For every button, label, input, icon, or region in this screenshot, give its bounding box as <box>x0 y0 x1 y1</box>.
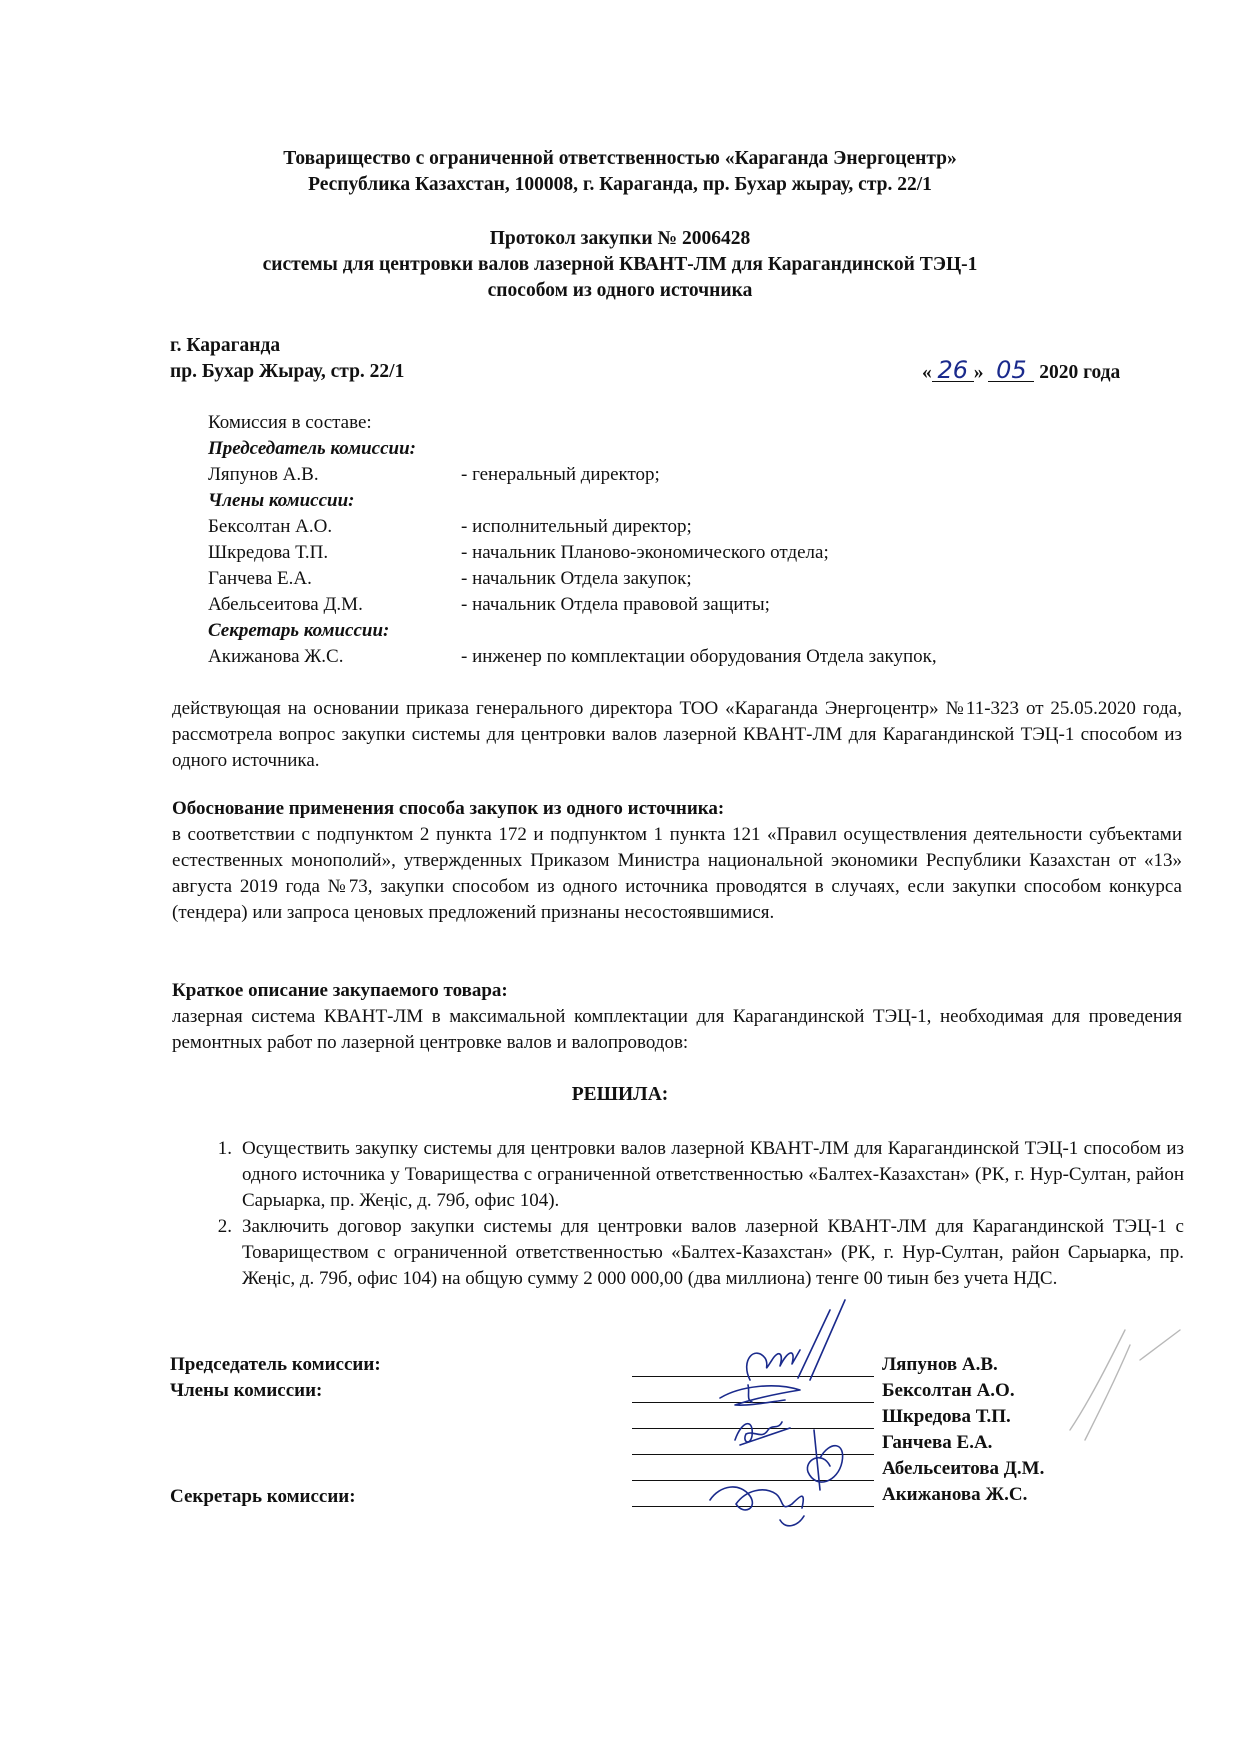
protocol-subject: системы для центровки валов лазерной КВАНТ-ЛМ для Карагандинской ТЭЦ-1 <box>262 254 978 275</box>
sig-chair-label: Председатель комиссии: <box>170 1354 381 1375</box>
signatory-name: Бексолтан А.О. <box>882 1380 1015 1401</box>
date-year: 2020 года <box>1039 362 1121 383</box>
signature-chair <box>747 1300 845 1380</box>
handwritten-signatures <box>680 1290 900 1540</box>
member-role: - исполнительный директор; <box>461 516 692 537</box>
member-role: - начальник Отдела закупок; <box>461 568 692 589</box>
decision-heading: РЕШИЛА: <box>571 1084 669 1105</box>
sig-secretary-label: Секретарь комиссии: <box>170 1486 356 1507</box>
member-role: - начальник Планово-экономического отдела; <box>461 542 829 563</box>
member-row <box>208 540 937 566</box>
signature-member-2 <box>735 1422 790 1445</box>
signatory-name: Абельсеитова Д.М. <box>882 1458 1045 1479</box>
chair-row <box>208 462 937 488</box>
item-number: 2. <box>217 1216 232 1237</box>
signatory-name: Ляпунов А.В. <box>882 1354 998 1375</box>
signatory-name: Ганчева Е.А. <box>882 1432 993 1453</box>
date-month: 05 <box>988 359 1034 382</box>
secretary-role: - инженер по комплектации оборудования Отдела закупок, <box>461 646 937 667</box>
signature-line <box>632 1428 874 1429</box>
secretary-name: Акижанова Ж.С. <box>208 646 344 667</box>
justification-text: в соответствии с подпунктом 2 пункта 172 и подпунктом 1 пункта 121 «Правил осуществления деятельности субъектами естественных монополий», утвержденных Приказом Министра национальной экономики Республики Казахстан от «13» августа 2019 года №73, закупки способом из одного источника проводятся в случаях, если закупки способом конкурса (тендера) или запроса ценовых предложений признаны несостоявшимися. <box>172 824 1182 923</box>
description-text: лазерная система КВАНТ-ЛМ в максимальной комплектации для Карагандинской ТЭЦ-1, необходимая для проведения ремонтных работ по лазерной центровке валов и валопроводов: <box>172 1006 1182 1053</box>
member-name: Бексолтан А.О. <box>208 516 333 537</box>
list-item <box>172 1136 1184 1214</box>
chair-role: - генеральный директор; <box>461 464 660 485</box>
signature-member-3 <box>807 1430 842 1490</box>
chair-name: Ляпунов А.В. <box>208 464 319 485</box>
signature-line <box>632 1506 874 1507</box>
place-street: пр. Бухар Жырау, стр. 22/1 <box>170 361 405 382</box>
justification-heading: Обоснование применения способа закупок из одного источника: <box>172 798 725 819</box>
signature-line <box>632 1480 874 1481</box>
member-name: Шкредова Т.П. <box>208 542 329 563</box>
protocol-title: Протокол закупки № 2006428 <box>489 228 751 249</box>
member-row <box>208 566 937 592</box>
margin-mark <box>1030 1300 1190 1460</box>
item-text: Осуществить закупку системы для центровки валов лазерной КВАНТ-ЛМ для Карагандинской ТЭЦ-1 способом из одного источника у Товарищества с ограниченной ответственностью «Балтех-Казахстан» (РК, г. Нур-Султан, район Сарыарка, пр. Жеңіс, д. 79б, офис 104). <box>242 1138 1184 1211</box>
protocol-method: способом из одного источника <box>487 280 753 301</box>
commission-intro: Комиссия в составе: <box>208 412 372 433</box>
chair-caption: Председатель комиссии: <box>208 438 416 459</box>
signatory-name: Акижанова Ж.С. <box>882 1484 1028 1505</box>
item-text: Заключить договор закупки системы для центровки валов лазерной КВАНТ-ЛМ для Карагандинской ТЭЦ-1 с Товариществом с ограниченной ответственностью «Балтех-Казахстан» (РК, г. Нур-Султан, район Сарыарка, пр. Жеңіс, д. 79б, офис 104) на общую сумму 2 000 000,00 (два миллиона) тенге 00 тиын без учета НДС. <box>242 1216 1184 1289</box>
member-row <box>208 514 937 540</box>
member-role: - начальник Отдела правовой защиты; <box>461 594 770 615</box>
org-address: Республика Казахстан, 100008, г. Караганда, пр. Бухар жырау, стр. 22/1 <box>308 174 932 195</box>
item-number: 1. <box>217 1138 232 1159</box>
commission-list <box>208 410 937 670</box>
date-open-quote: « <box>922 362 932 383</box>
secretary-row <box>208 644 937 670</box>
member-name: Ганчева Е.А. <box>208 568 312 589</box>
decision-list <box>172 1136 1184 1292</box>
place-city: г. Караганда <box>170 335 281 356</box>
description-heading: Краткое описание закупаемого товара: <box>172 980 508 1001</box>
member-row <box>208 592 937 618</box>
signature-line <box>632 1376 874 1377</box>
signatory-name: Шкредова Т.П. <box>882 1406 1011 1427</box>
signature-line <box>632 1454 874 1455</box>
protocol-date <box>922 356 1142 386</box>
date-day: 26 <box>932 359 974 382</box>
date-close-quote: » <box>973 362 984 383</box>
org-name: Товарищество с ограниченной ответственностью «Караганда Энергоцентр» <box>283 148 957 169</box>
basis-paragraph: действующая на основании приказа генерального директора ТОО «Караганда Энергоцентр» №11-323 от 25.05.2020 года, рассмотрела вопрос закупки системы для центровки валов лазерной КВАНТ-ЛМ для Карагандинской ТЭЦ-1 способом из одного источника. <box>172 698 1182 771</box>
signature-line <box>632 1402 874 1403</box>
members-caption: Члены комиссии: <box>208 490 355 511</box>
list-item <box>172 1214 1184 1292</box>
sig-members-label: Члены комиссии: <box>170 1380 323 1401</box>
member-name: Абельсеитова Д.М. <box>208 594 363 615</box>
secretary-caption: Секретарь комиссии: <box>208 620 390 641</box>
